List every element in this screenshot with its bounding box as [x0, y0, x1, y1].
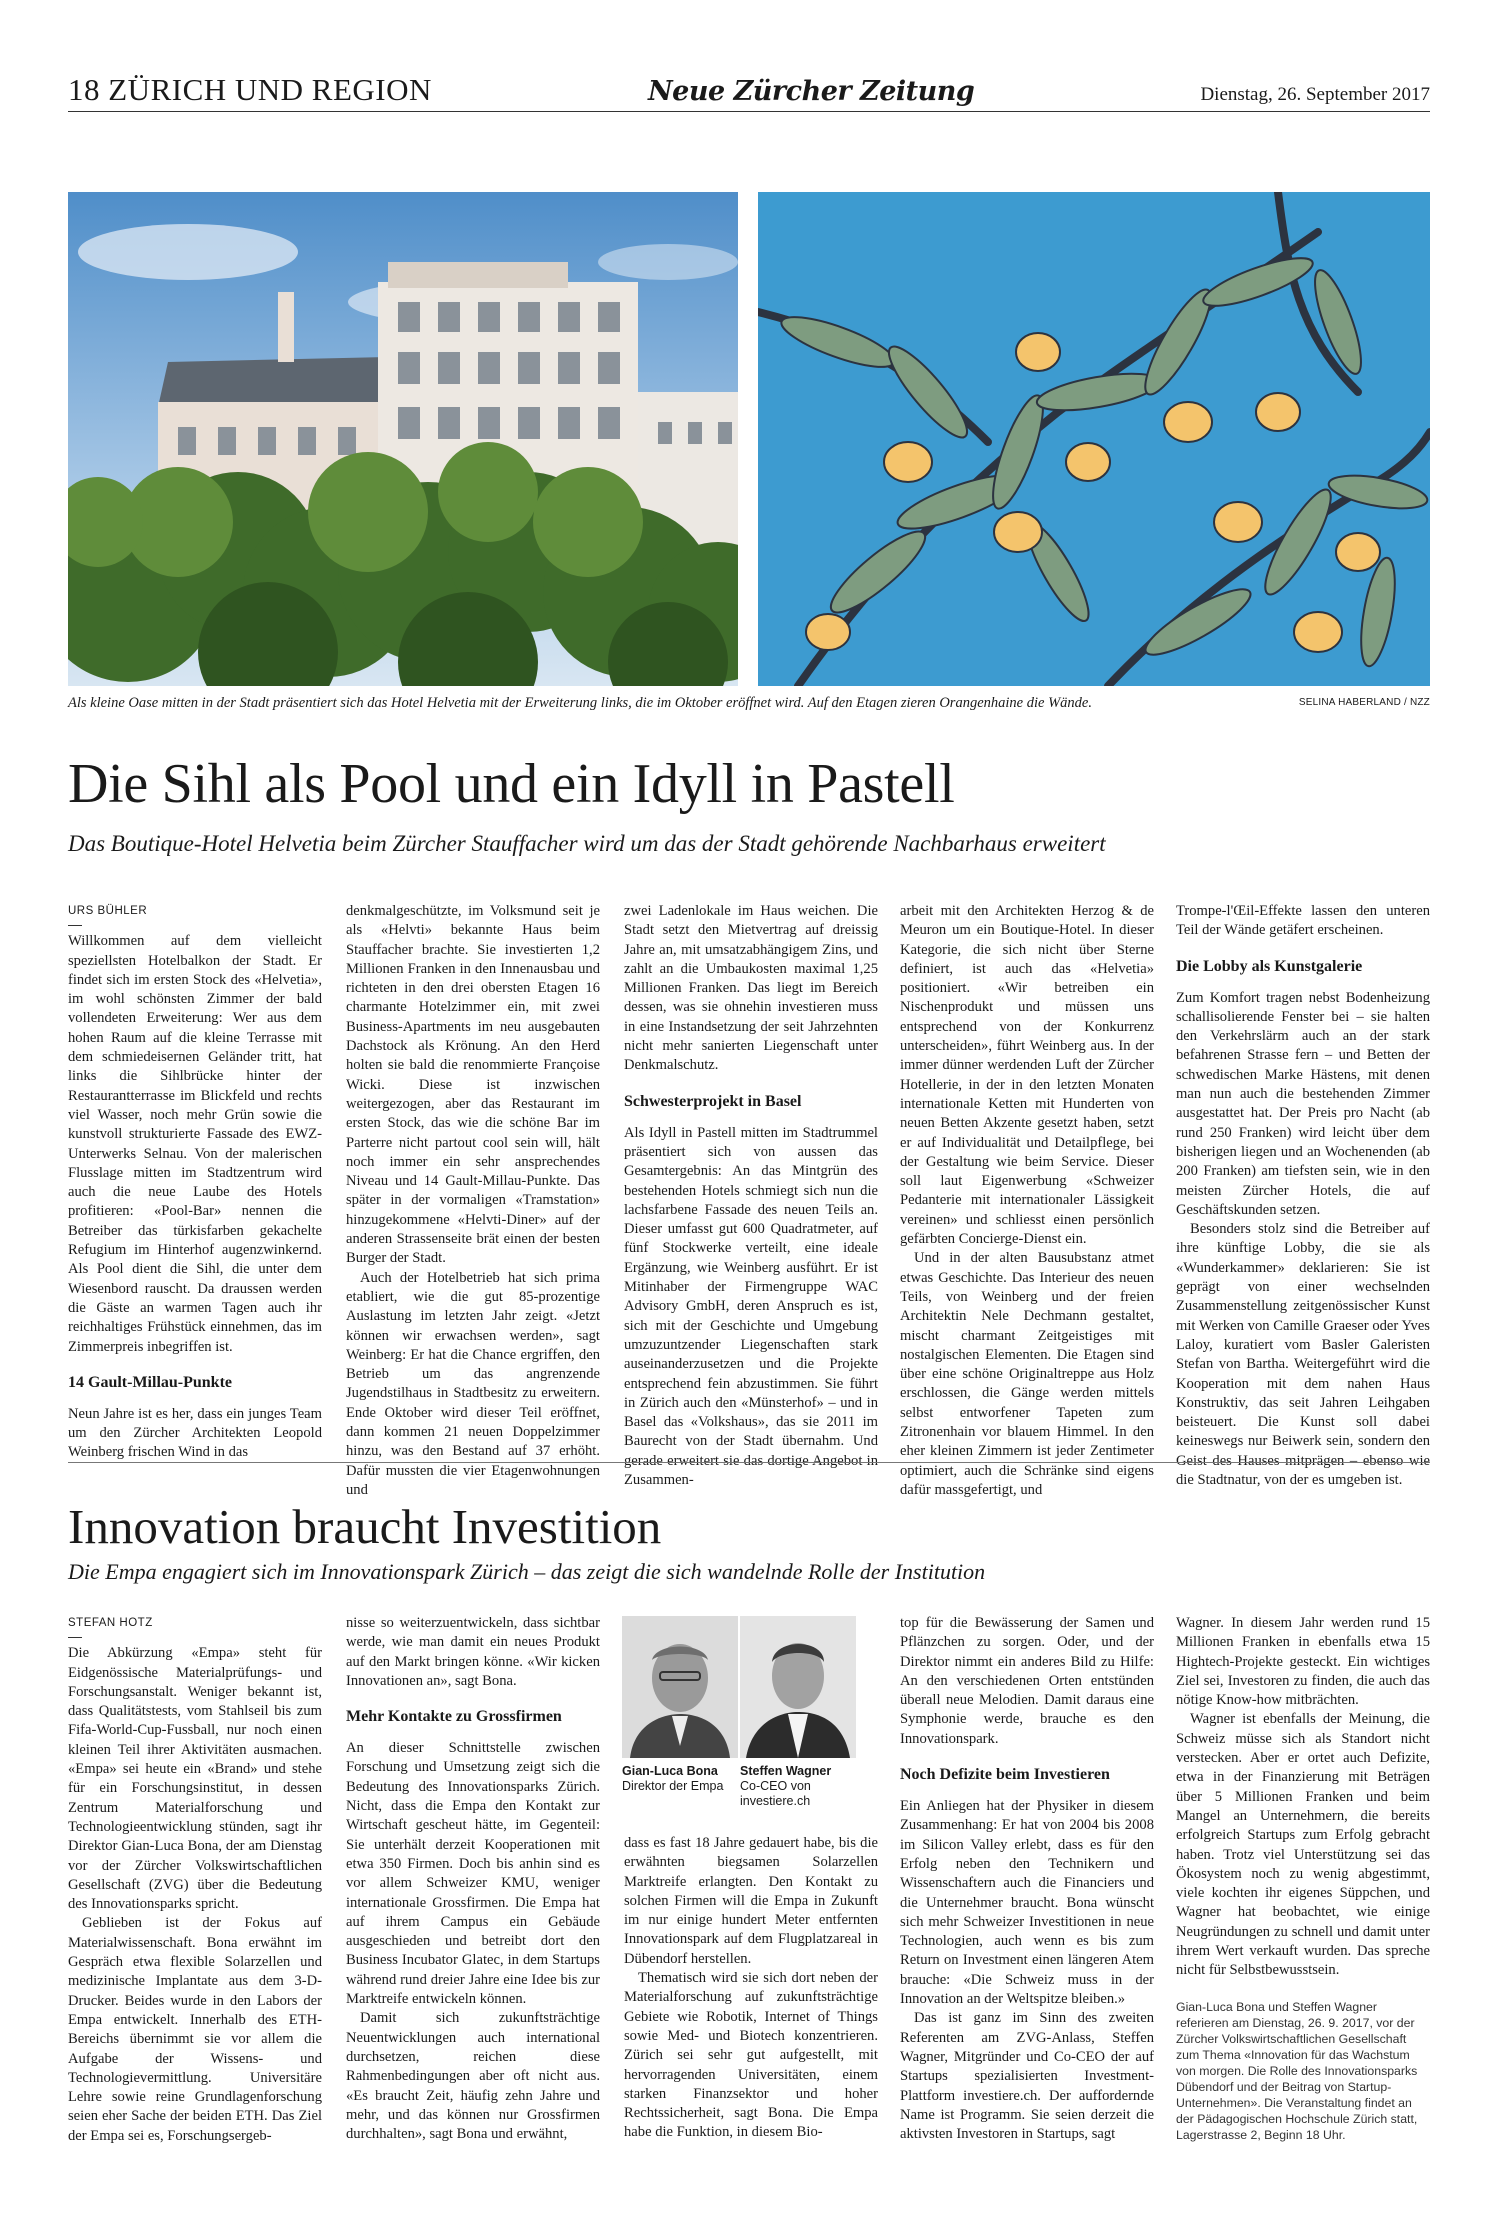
author-dash — [68, 1637, 82, 1638]
person-portrait-image — [622, 1616, 738, 1758]
portrait-caption-wagner — [740, 1764, 860, 1809]
masthead-logo: Neue Zürcher Zeitung — [648, 76, 975, 107]
paragraph: Wagner. In diesem Jahr werden rund 15 Millionen Franken in ebenfalls etwa 15 Hightech-Projekte gesteckt. Ein wichtiges Ziel sei, Investoren zu finden, die auch das nötige Know-how mitbrächten. — [1176, 1615, 1430, 1709]
article2-headline: Innovation braucht Investition — [68, 1499, 662, 1554]
article1-subtitle: Das Boutique-Hotel Helvetia beim Zürcher Stauffacher wird um das der Stadt gehörende Nachbarhaus erweitert — [68, 831, 1106, 856]
subheading: 14 Gault-Millau-Punkte — [68, 1373, 233, 1391]
paragraph: Wagner ist ebenfalls der Meinung, die Schweiz müsse sich als Standort nicht verstecken. Aber er ortet auch Defizite, etwa in der Finanzierung mit Beträgen über 5 Millionen Franken und beim Mangel an Unternehmern, die bereits erfolgreich Startups zum Erfolg gebracht haben. Trotz viel Unterstützung sei das Ökosystem noch zu wenig abgestimmt, viele kochten ihr eigenes Süppchen, und Wagner hat beobachtet, wie einige Neugründungen zu schnell und damit unter ihrem Wert verkauft wurden. Das spreche nicht für Selbstbewusstsein. — [1176, 1711, 1430, 1979]
paragraph: denkmalgeschützte, im Volksmund seit je als «Helvti» bekannte Haus beim Stauffacher brachte. Sie investierten 1,2 Millionen Franken in den Innenausbau und richteten in den drei obersten Etagen 16 charmante Hotelzimmer ein, mit zwei Business-Apartments im neu ausgebauten Dachstock als Krönung. An den Herd holten sie bald die renommierte Françoise Wicki. Diese ist inzwischen weitergezogen, aber das Restaurant im ersten Stock, das wie die schöne Bar im Parterre nicht partout cool sein will, hält noch immer ein sehr ansprechendes Niveau und 14 Gault-Millau-Punkte. Das später in der vormaligen «Tramstation» hinzugekommene «Helvti-Diner» auf der anderen Strassenseite brät einen der besten Burger der Stadt. — [346, 903, 600, 1267]
hotel-building-image — [68, 192, 738, 686]
article2-column-1 — [68, 1614, 322, 2146]
hotel-photo — [68, 192, 738, 686]
paragraph: Das ist ganz im Sinn des zweiten Referenten am ZVG-Anlass, Steffen Wagner, Mitgründer und Co-CEO der auf Startups spezialisierten Investment-Plattform investiere.ch. Der auffordernde Name ist Programm. Sie seien derzeit die aktivsten Investoren in Startups, sagt — [900, 2010, 1154, 2143]
article1-column-4 — [900, 902, 1154, 1500]
subheading: Die Lobby als Kunstgalerie — [1176, 957, 1363, 975]
portrait-name: Gian-Luca Bona — [622, 1764, 718, 1778]
paragraph: Damit sich zukunftsträchtige Neuentwicklungen auch international durchsetzen, reichen diese Rahmenbedingungen aber oft nicht aus. «Es braucht Zeit, häufig zehn Jahre und mehr, und das können nur Grossfirmen durchhalten», sagt Bona und erwähnt, — [346, 2010, 600, 2143]
article1-column-2 — [346, 902, 600, 1500]
paragraph: Willkommen auf dem vielleicht speziellsten Hotelbalkon der Stadt. Er findet sich im ersten Stock des «Helvetia», im wohl schönsten Zimmer der bald vollendeten Erweiterung: Wer aus dem hohen Raum auf die kleine Terrasse mit dem schmiedeisernen Geländer tritt, hat links die Sihlbrücke hinter der Restaurantterrasse im Blickfeld und rechts viel Wasser, noch mehr Grün sowie die kunstvoll strukturierte Fassade des EWZ-Unterwerks Selnau. Von der malerischen Flusslage mitten im Stadtzentrum wird auch die neue Laube des Hotels profitieren: «Pool-Bar» nennen die Betreiber das türkisfarben gekachelte Refugium im Hinterhof augenzwinkernd. Als Pool dient die Sihl, die unter dem Wiesenbord rauscht. Da draussen werden die Gäste an warmen Tagen auch ihr reichhaltiges Frühstück einnehmen, das im Zimmerpreis inbegriffen ist. — [68, 933, 322, 1355]
portrait-caption-bona — [622, 1764, 742, 1794]
wallpaper-photo — [758, 192, 1430, 686]
article1-author: URS BÜHLER — [68, 905, 148, 917]
paragraph: Thematisch wird sie sich dort neben der Materialforschung auf zukunftsträchtige Gebiete wie Robotik, Internet of Things sowie Med- und Biotech konzentrieren. Zürich sei sehr gut aufgestellt, mit hervorragenden Universitäten, einem starken Finanzsektor und hoher Rechtssicherheit, sagt Bona. Die Empa habe die Funktion, in diesem Bio- — [624, 1970, 878, 2141]
article2-column-5 — [1176, 1614, 1430, 2143]
author-dash — [68, 925, 82, 926]
paragraph: Die Abkürzung «Empa» steht für Eidgenössische Materialprüfungs- und Forschungsanstalt. Weniger bekannt ist, dass Qualitätstests, vom Stahlseil bis zum Fifa-World-Cup-Fussball, nur noch einen kleinen Teil ihrer Aktivitäten ausmachen. «Empa» sei heute ein «Brand» und stehe für ein Forschungsinstitut, in dessen Zentrum Materialforschung und Technologieentwicklung stünden, sagt ihr Direktor Gian-Luca Bona, der am Dienstag vor der Zürcher Volkswirtschaftlichen Gesellschaft (ZVG) über die Bedeutung des Innovationsparks spricht. — [68, 1645, 322, 1913]
subheading: Schwesterprojekt in Basel — [624, 1092, 802, 1110]
article2-author: STEFAN HOTZ — [68, 1617, 153, 1629]
paragraph: Trompe-l'Œil-Effekte lassen den unteren Teil der Wände getäfert erscheinen. — [1176, 903, 1430, 939]
paragraph: Auch der Hotelbetrieb hat sich prima etabliert, wie die gut 85-prozentige Auslastung im letzten Jahr zeigt. «Jetzt können wir erwachsen werden», sagt Weinberg: Er hat die Chance ergriffen, den Betrieb um das angrenzende Jugendstilhaus in Stadtbesitz zu erweitern. Ende Oktober wird dieser Teil eröffnet, dann kommen 21 neuen Doppelzimmer hinzu, was den Bestand auf 37 erhöht. Dafür mussten die vier Etagenwohnungen und — [346, 1269, 600, 1498]
article1-column-5 — [1176, 902, 1430, 1490]
paragraph: Zum Komfort tragen nebst Bodenheizung schallisolierende Fenster bei – sie halten den Verkehrslärm auch an der stark befahrenen Strasse fern – und Betten der schwedischen Marke Hästens, mit denen man nun auch die bestehenden Zimmer ausgestattet hat. Der Preis pro Nacht (ab rund 250 Franken) wird leicht über dem bisherigen liegen und an Wochenenden (ab 200 Franken) am tiefsten sein, wie in den meisten Zürcher Hotels, die auf Geschäftskunden setzen. — [1176, 989, 1430, 1218]
article2-column-2 — [346, 1614, 600, 2144]
portrait-role: Co-CEO von investiere.ch — [740, 1779, 811, 1808]
paragraph: Als Idyll in Pastell mitten im Stadtrummel präsentiert sich von aussen das Gesamtergebnis: An das Mintgrün des bestehenden Hotels schmiegt sich nun die lachsfarbene Fassade des neuen Teils an. Dieser umfasst gut 600 Quadratmeter, auf fünf Stockwerke verteilt, eine ideale Ergänzung, wie Weinberg ausführt. Er ist Mitinhaber der Firmengruppe WAC Advisory GmbH, deren Anspruch es ist, sich mit der Geschichte und Umgebung umzuzuntzender Liegenschaften stark auseinanderzusetzen und die Projekte entsprechend fein abzustimmen. Sie führt in Zürich auch den «Münsterhof» – und in Basel das «Volkshaus», das sie 2011 im Baurecht von der Stadt übernahm. Und gerade erweitert sie das dortige Angebot in Zusammen- — [624, 1124, 878, 1489]
lemon-grove-wallpaper-image — [758, 192, 1430, 686]
paragraph: Neun Jahre ist es her, dass ein junges Team um den Zürcher Architekten Leopold Weinberg frischen Wind in das — [68, 1405, 322, 1461]
paragraph: Geblieben ist der Fokus auf Materialwissenschaft. Bona erwähnt im Gespräch etwa flexible Solarzellen und medizinische Implantate aus dem 3-D-Drucker. Beides wurde in den Labors der Empa entwickelt. Innerhalb des ETH-Bereichs übernimmt sie vor allem die Aufgabe der Wissens- und Technologievermittlung. Universitäre Lehre sowie reine Grundlagenforschung seien eher Sache der beiden ETH. Das Ziel der Empa sei es, Forschungsergeb- — [68, 1915, 322, 2144]
article1-headline: Die Sihl als Pool und ein Idyll in Pastell — [68, 753, 955, 815]
photo-caption: Als kleine Oase mitten in der Stadt präsentiert sich das Hotel Helvetia mit der Erweiterung links, die im Oktober eröffnet wird. Auf den Etagen zieren Orangenhaine die Wände. — [68, 695, 1092, 711]
portrait-steffen-wagner — [740, 1616, 856, 1758]
paragraph: Und in der alten Bausubstanz atmet etwas Geschichte. Das Interieur des neuen Teils, von Weinberg und der freien Architektin Nele Dechmann gestaltet, mischt charmant Zeitgeistiges mit nostalgischen Elementen. Die Etagen sind über eine schöne Originaltreppe aus Holz erschlossen, die Gänge werden mittels selbst entworfener Tapeten zum Zitronenhain vor blauem Himmel. In den eher kleinen Zimmern ist jeder Zentimeter optimiert, auch die Schränke sind eigens dafür massgefertigt, und — [900, 1250, 1154, 1498]
portrait-role: Direktor der Empa — [622, 1779, 724, 1793]
portrait-name: Steffen Wagner — [740, 1764, 832, 1778]
paragraph: Besonders stolz sind die Betreiber auf ihre künftige Lobby, die sie als «Wunderkammer» deklarieren: Sie ist geprägt von einer wechselnden Zusammenstellung zeitgenössischer Kunst mit Werken von Camille Graeser oder Yves Laloy, kuratiert vom Basler Galeristen Stefan von Bartha. Weitergeführt wird die Kooperation mit dem nahen Haus Konstruktiv, das seit Jahren Leihgaben beisteuert. Die Kunst soll dabei keineswegs nur Beiwerk sein, sondern den Geist des Hauses mitprägen – ebenso wie die Stadtnatur, von der es umgeben ist. — [1176, 1221, 1430, 1489]
paragraph: nisse so weiterzuentwickeln, dass sichtbar werde, wie man damit ein neues Produkt auf den Markt bringen könne. «Wir kicken Innovationen an», sagt Bona. — [346, 1615, 600, 1689]
paragraph: Ein Anliegen hat der Physiker in diesem Zusammenhang: Er hat von 2004 bis 2008 im Silicon Valley erlebt, dass es für den Erfolg neben den Technikern und Wissenschaftern auch die Financiers und die Unternehmer braucht. Bona wünscht sich mehr Schweizer Investitionen in neue Technologien, auch wenn es bis zum Return on Investment einen längeren Atem brauche: «Die Schweiz muss in der Innovation an der Weltspitze bleiben.» — [900, 1798, 1154, 2008]
issue-date: Dienstag, 26. September 2017 — [1200, 84, 1430, 105]
article2-subtitle: Die Empa engagiert sich im Innovationspark Zürich – das zeigt die sich wandelnde Rolle der Institution — [68, 1559, 986, 1584]
event-footnote: Gian-Luca Bona und Steffen Wagner referieren am Dienstag, 26. 9. 2017, vor der Zürcher Volkswirtschaftlichen Gesellschaft zum Thema «Innovation für das Wachstum von morgen. Die Rolle des Innovationsparks Dübendorf und der Beitrag von Startup-Unternehmen». Die Veranstaltung findet an der Pädagogischen Hochschule Zürich statt, Lagerstrasse 2, Beginn 18 Uhr. — [1176, 1999, 1418, 2142]
paragraph: zwei Ladenlokale im Haus weichen. Die Stadt setzt den Mietvertrag auf dreissig Jahre an, mit umsatzabhängigem Zins, und zahlt an die Umbaukosten maximal 1,25 Millionen Franken. Das liegt im Bereich dessen, was sie ohnehin investieren muss in eine Instandsetzung der seit Jahrzehnten nicht mehr sanierten Liegenschaft unter Denkmalschutz. — [624, 903, 878, 1074]
article1-column-1 — [68, 902, 322, 1463]
article-separator — [68, 1462, 1430, 1463]
subheading: Noch Defizite beim Investieren — [900, 1766, 1110, 1784]
article2-column-4 — [900, 1614, 1154, 2144]
portrait-gian-luca-bona — [622, 1616, 738, 1758]
paragraph: dass es fast 18 Jahre gedauert habe, bis die erwähnten biegsamen Solarzellen Marktreife erlangten. Den Kontakt zu solchen Firmen will die Empa in Zukunft im nur einige hundert Meter entfernten Innovationspark auf dem Flugplatzareal in Dübendorf herstellen. — [624, 1835, 878, 1967]
article1-column-3 — [624, 902, 878, 1490]
page-section-label: 18 ZÜRICH UND REGION — [68, 72, 432, 107]
article2-column-3 — [624, 1834, 878, 2143]
photo-credit: SELINA HABERLAND / NZZ — [1298, 697, 1430, 708]
paragraph: top für die Bewässerung der Samen und Pflänzchen zu sorgen. Oder, und der Direktor nimmt ein anderes Bild zu Hilfe: An den verschiedenen Orten entstünden überall neue Melodien. Damit daraus eine Symphonie werde, brauche es den Innovationspark. — [900, 1615, 1154, 1747]
subheading: Mehr Kontakte zu Grossfirmen — [346, 1708, 562, 1726]
paragraph: An dieser Schnittstelle zwischen Forschung und Umsetzung zeigt sich die Bedeutung des Innovationsparks Zürich. Nicht, dass die Empa den Kontakt zur Wirtschaft gescheut hätte, im Gegenteil: Sie unterhält derzeit Kooperationen mit etwa 350 Firmen. Doch bis anhin sind es vor allem Schweizer KMU, weniger internationale Grossfirmen. Die Empa hat auf ihrem Campus ein Gebäude ausgeschieden und betreibt dort den Business Incubator Glatec, in dem Startups während rund dreier Jahre eine Idee bis zur Marktreife entwickeln können. — [346, 1740, 600, 2008]
person-portrait-image — [740, 1616, 856, 1758]
paragraph: arbeit mit den Architekten Herzog & de Meuron um ein Boutique-Hotel. In dieser Kategorie, die sich nicht über Sterne definiert, ist auch das «Helvetia» positioniert. «Wir betreiben ein Nischenprodukt und müssen uns entsprechend von der Konkurrenz unterscheiden», führt Weinberg aus. In der immer dünner werdenden Luft der Zürcher Hotellerie, in der in den letzten Monaten internationale Ketten mit Hunderten von neuen Betten Akzente gesetzt haben, setzt er auf Individualität und Detailpflege, bei der Gestaltung wie beim Service. Dieser soll laut Eigenwerbung «Schweizer Pedanterie mit internationaler Lässigkeit vereinen» und schliesst einen persönlich gefärbten Concierge-Dienst ein. — [900, 903, 1154, 1248]
header-rule — [68, 111, 1430, 112]
